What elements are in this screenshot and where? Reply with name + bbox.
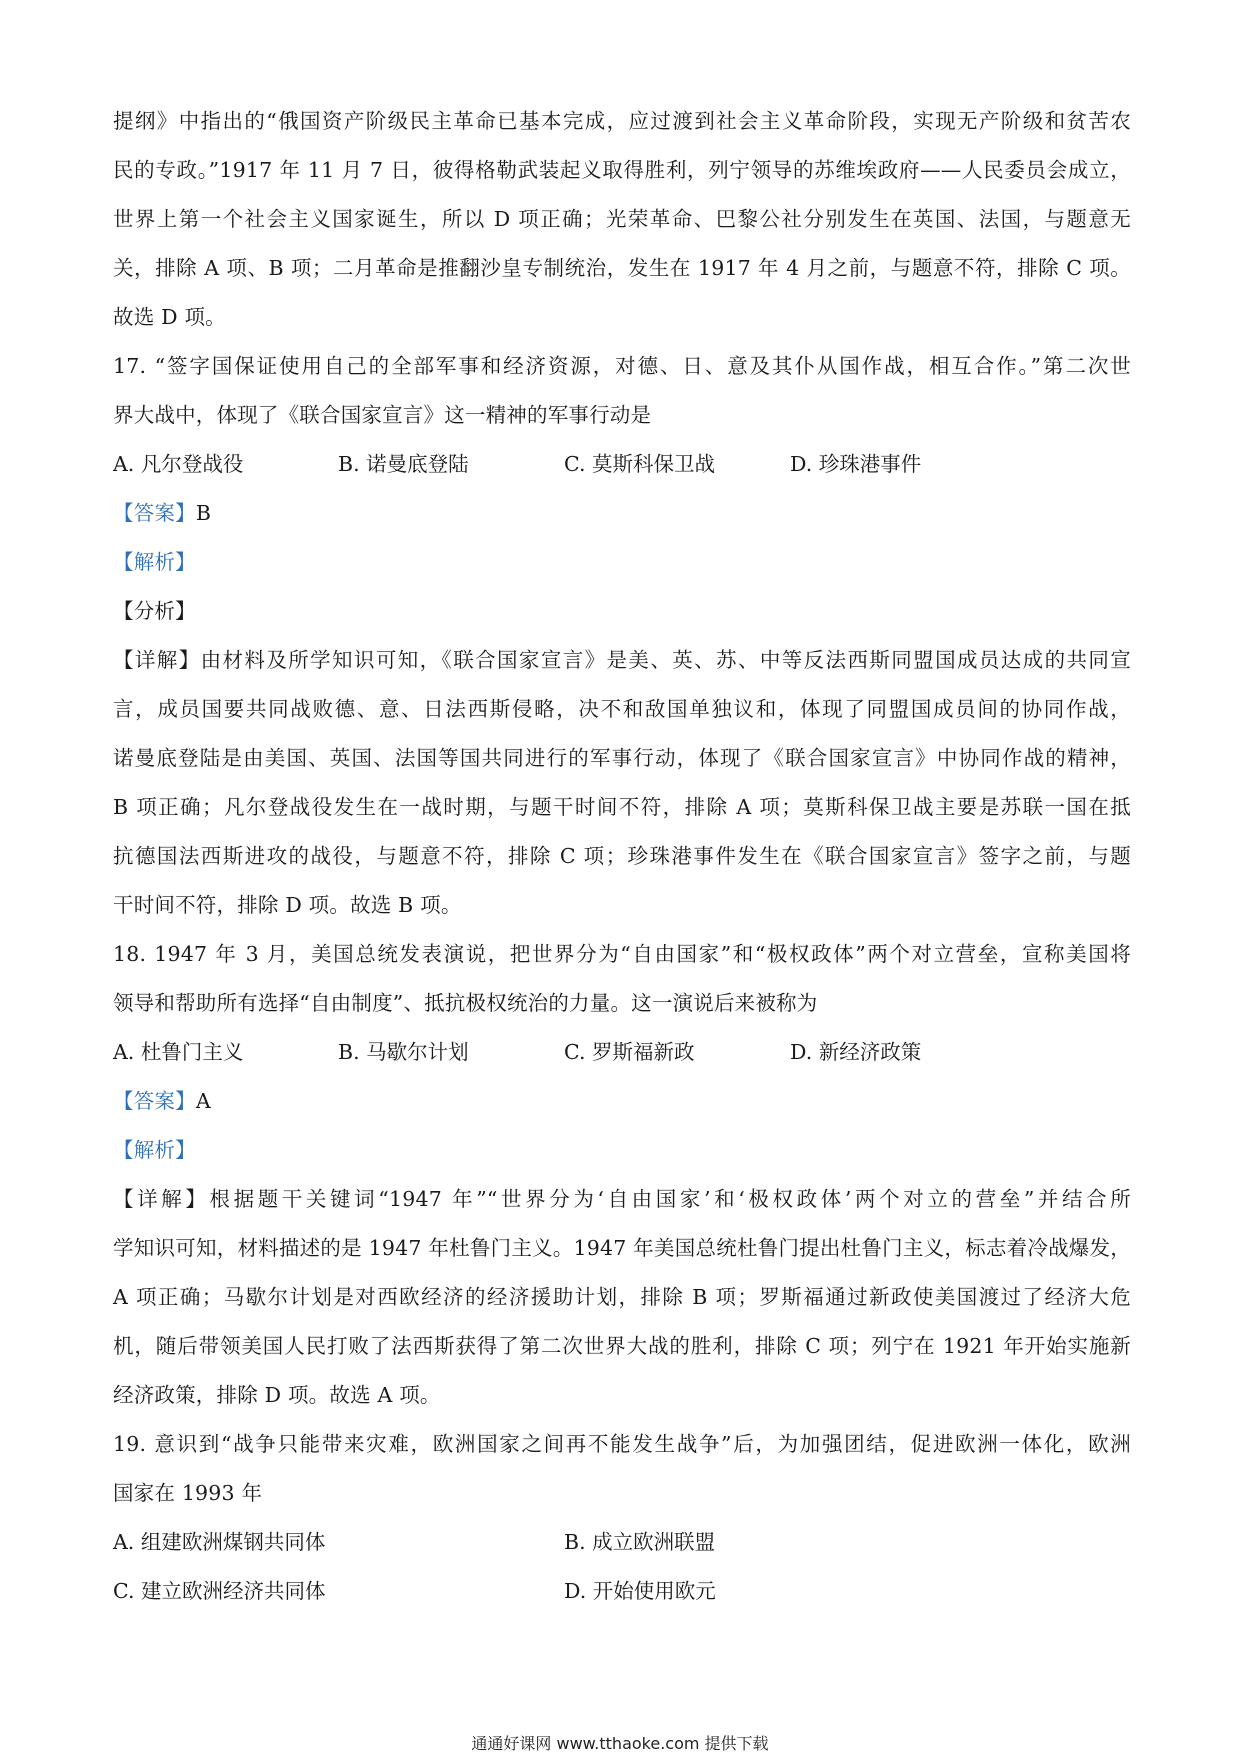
answer-tag: 【答案】 <box>113 501 196 525</box>
detail-line: B 项正确；凡尔登战役发生在一战时期，与题干时间不符，排除 A 项；莫斯科保卫战主要是苏联一国在抵 <box>113 795 1131 819</box>
question-stem: 领导和帮助所有选择“自由制度”、抵抗极权统治的力量。这一演说后来被称为 <box>113 991 818 1015</box>
footer-source: 通通好课网 www.tthaoke.com 提供下载 <box>471 1734 769 1753</box>
answer-line <box>113 1077 1131 1126</box>
text-line: 故选 D 项。 <box>113 305 226 329</box>
detail-line: 【详解】根据题干关键词“1947 年”“世界分为‘自由国家’和‘极权政体’两个对立的营垒”并结合所 <box>113 1187 1131 1211</box>
options-row <box>113 1518 1131 1567</box>
answer-tag: 【答案】 <box>113 1089 196 1113</box>
question-19 <box>113 1420 1131 1616</box>
option-c: C. 莫斯科保卫战 <box>564 452 715 476</box>
text-line: 民的专政。”1917 年 11 月 7 日，彼得格勒武装起义取得胜利，列宁领导的苏维埃政府——人民委员会成立， <box>113 158 1131 182</box>
text-line: 关，排除 A 项、B 项；二月革命是推翻沙皇专制统治，发生在 1917 年 4 月之前，与题意不符，排除 C 项。 <box>113 256 1131 280</box>
analysis-line <box>113 538 1131 587</box>
question-stem: 19. 意识到“战争只能带来灾难，欧洲国家之间再不能发生战争”后，为加强团结，促进欧洲一体化，欧洲 <box>113 1432 1131 1456</box>
analysis-line <box>113 1126 1131 1175</box>
options-row <box>113 440 1131 489</box>
answer-value: B <box>195 501 212 525</box>
option-d: D. 新经济政策 <box>790 1040 922 1064</box>
fenxi-tag: 【分析】 <box>113 599 196 623</box>
question-stem: 18. 1947 年 3 月，美国总统发表演说，把世界分为“自由国家”和“极权政体”两个对立营垒，宣称美国将 <box>113 942 1131 966</box>
options-row <box>113 1028 1131 1077</box>
option-d: D. 开始使用欧元 <box>564 1579 716 1603</box>
option-a: A. 凡尔登战役 <box>113 452 244 476</box>
question-18 <box>113 930 1131 1420</box>
analysis-tag: 【解析】 <box>113 550 196 574</box>
detail-line: 诺曼底登陆是由美国、英国、法国等国共同进行的军事行动，体现了《联合国家宣言》中协同作战的精神， <box>113 746 1131 770</box>
text-line: 提纲》中指出的“俄国资产阶级民主革命已基本完成，应过渡到社会主义革命阶段，实现无产阶级和贫苦农 <box>113 109 1131 133</box>
answer-value: A <box>195 1089 211 1113</box>
detail-tag: 【详解】 <box>113 648 201 672</box>
text-line: 世界上第一个社会主义国家诞生，所以 D 项正确；光荣革命、巴黎公社分别发生在英国、法国，与题意无 <box>113 207 1131 231</box>
option-c: C. 建立欧洲经济共同体 <box>113 1579 326 1603</box>
option-b: B. 马歇尔计划 <box>338 1040 469 1064</box>
question-stem: 界大战中，体现了《联合国家宣言》这一精神的军事行动是 <box>113 403 652 427</box>
detail-line: A 项正确；马歇尔计划是对西欧经济的经济援助计划，排除 B 项；罗斯福通过新政使美国渡过了经济大危 <box>113 1285 1131 1309</box>
question-stem: 17. “签字国保证使用自己的全部军事和经济资源，对德、日、意及其仆从国作战，相互合作。”第二次世 <box>113 354 1131 378</box>
detail-line: 言，成员国要共同战败德、意、日法西斯侵略，决不和敌国单独议和，体现了同盟国成员间的协同作战， <box>113 697 1131 721</box>
option-b: B. 成立欧洲联盟 <box>564 1530 716 1554</box>
detail-tag: 【详解】 <box>113 1187 210 1211</box>
analysis-tag: 【解析】 <box>113 1138 196 1162</box>
options-row <box>113 1567 1131 1616</box>
answer-line <box>113 489 1131 538</box>
option-d: D. 珍珠港事件 <box>790 452 922 476</box>
detail-line: 【详解】由材料及所学知识可知，《联合国家宣言》是美、英、苏、中等反法西斯同盟国成员达成的共同宣 <box>113 648 1131 672</box>
question-17 <box>113 342 1131 930</box>
option-a: A. 组建欧洲煤钢共同体 <box>113 1530 326 1554</box>
q16-explanation-continuation <box>113 97 1131 342</box>
detail-line: 学知识可知，材料描述的是 1947 年杜鲁门主义。1947 年美国总统杜鲁门提出杜鲁门主义，标志着冷战爆发， <box>113 1236 1131 1260</box>
detail-line: 机，随后带领美国人民打败了法西斯获得了第二次世界大战的胜利，排除 C 项；列宁在 1921 年开始实施新 <box>113 1334 1131 1358</box>
detail-line: 抗德国法西斯进攻的战役，与题意不符，排除 C 项；珍珠港事件发生在《联合国家宣言》签字之前，与题 <box>113 844 1131 868</box>
option-a: A. 杜鲁门主义 <box>113 1040 244 1064</box>
document-page <box>113 97 1131 1616</box>
detail-line: 经济政策，排除 D 项。故选 A 项。 <box>113 1383 441 1407</box>
question-stem: 国家在 1993 年 <box>113 1481 263 1505</box>
option-b: B. 诺曼底登陆 <box>338 452 469 476</box>
detail-line: 干时间不符，排除 D 项。故选 B 项。 <box>113 893 462 917</box>
option-c: C. 罗斯福新政 <box>564 1040 695 1064</box>
fenxi-line <box>113 587 1131 636</box>
